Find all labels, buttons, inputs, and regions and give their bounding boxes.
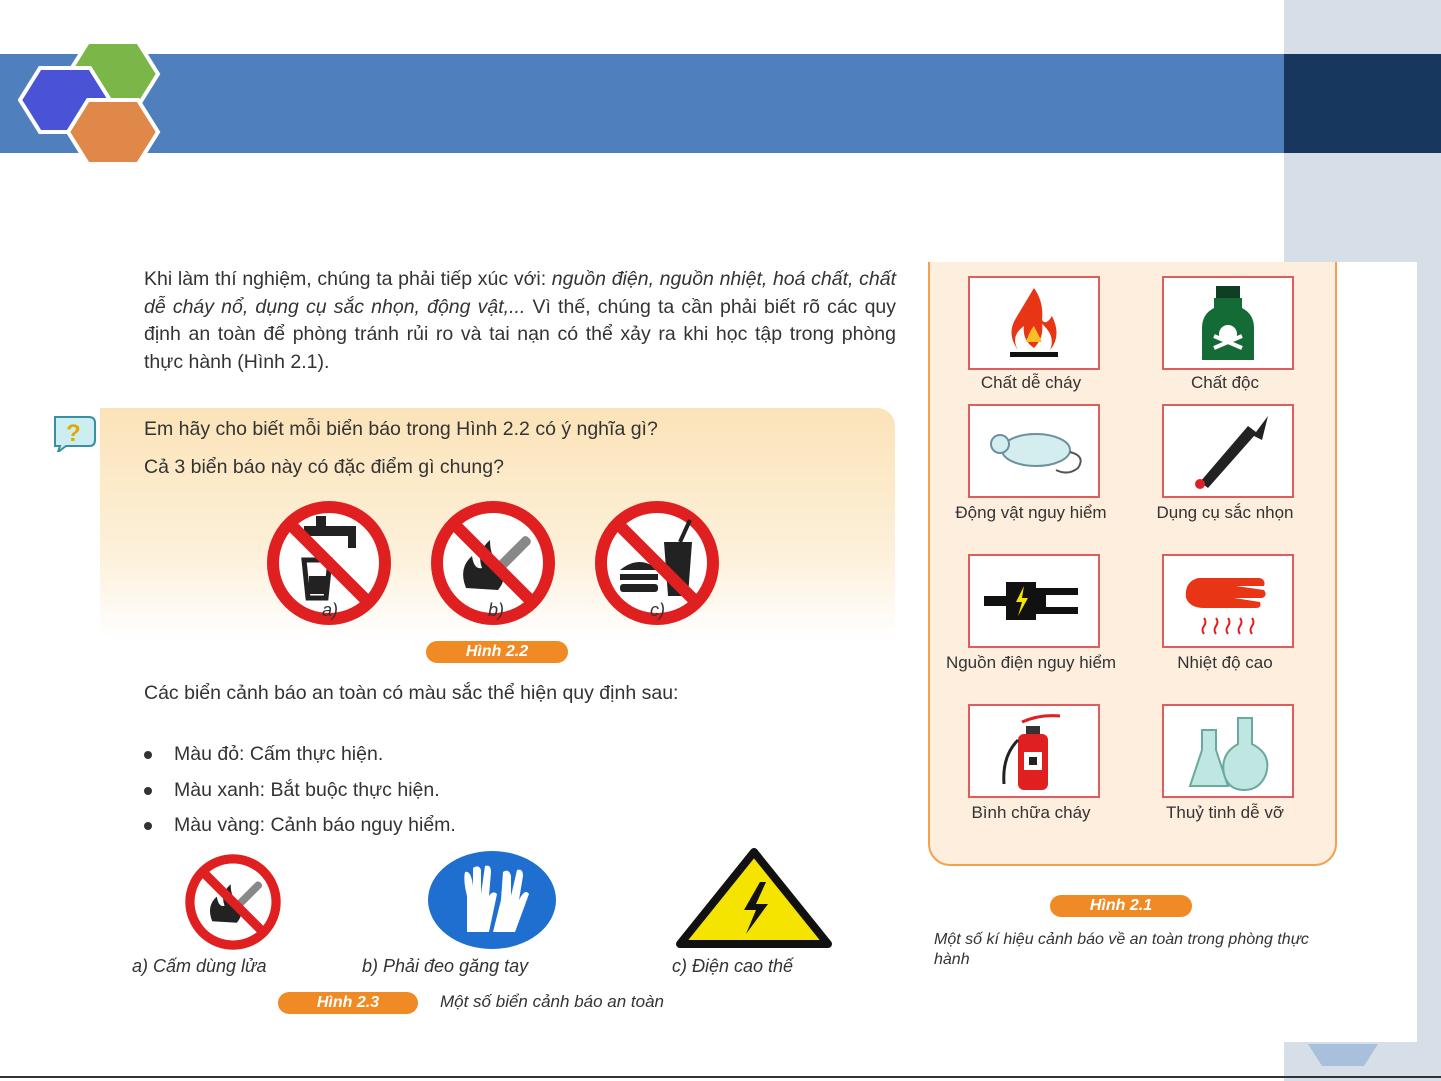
figure23-description: Một số biển cảnh báo an toàn — [440, 992, 664, 1011]
warning-tile-animal — [968, 404, 1100, 498]
warning-tile-label: Dụng cụ sắc nhọn — [1156, 503, 1294, 522]
plug-icon — [970, 556, 1098, 646]
high-voltage-icon — [676, 848, 832, 948]
intro-paragraph: Khi làm thí nghiệm, chúng ta phải tiếp xúc với: nguồn điện, nguồn nhiệt, hoá chất, chất dễ cháy nổ, dụng cụ sắc nhọn, động vật,... Vì thế, chúng ta cần phải biết rõ các quy định an toàn để phòng tránh rủi ro và tai nạn có thể xảy ra khi học tập trong phòng thực hành (Hình 2.1). — [144, 268, 897, 373]
glass-flask-icon — [1164, 706, 1292, 796]
warning-tile-toxic — [1162, 276, 1294, 370]
slide-title-bar — [0, 54, 1284, 153]
warning-tile-label: Động vật nguy hiểm — [955, 503, 1107, 522]
figure21-caption: Hình 2.1 — [1050, 895, 1192, 917]
warning-tile-heat — [1162, 554, 1294, 648]
warning-tile-label: Chất độc — [1190, 373, 1260, 392]
hexagon-logo-icon — [18, 34, 168, 174]
figure22-label-c: c) — [650, 600, 665, 620]
warning-tile-label: Thuỷ tinh dễ vỡ — [1166, 803, 1284, 822]
sharp-tool-icon — [1164, 406, 1292, 496]
question-mark-icon — [52, 414, 98, 452]
warning-tile-electric — [968, 554, 1100, 648]
figure23-label-c: c) Điện cao thế — [672, 956, 794, 976]
figure22-label-b: b) — [488, 600, 505, 620]
slide-title-bar-accent — [1284, 54, 1441, 153]
warning-tile-label: Nhiệt độ cao — [1177, 653, 1273, 672]
rule-item: Màu đỏ: Cấm thực hiện. — [144, 743, 383, 766]
no-fire-icon — [168, 852, 298, 952]
flame-icon — [970, 278, 1098, 368]
rule-item: Màu vàng: Cảnh báo nguy hiểm. — [144, 814, 456, 837]
svg-text:?: ? — [66, 420, 81, 447]
figure23-label-b: b) Phải đeo găng tay — [362, 956, 529, 976]
slide-bottom-line — [0, 1076, 1441, 1078]
figure21-description: Một số kí hiệu cảnh báo về an toàn trong phòng thực hành — [934, 931, 1309, 968]
warning-tile-extinguisher — [968, 704, 1100, 798]
warning-tile-sharp — [1162, 404, 1294, 498]
hot-hand-icon — [1164, 556, 1292, 646]
warning-tile-glass — [1162, 704, 1294, 798]
fire-extinguisher-icon — [970, 706, 1098, 796]
warning-tile-flammable — [968, 276, 1100, 370]
rule-item: Màu xanh: Bắt buộc thực hiện. — [144, 779, 440, 802]
figure22-caption: Hình 2.2 — [426, 641, 568, 663]
figure22-label-a: a) — [322, 600, 339, 620]
warning-tile-label: Chất dễ cháy — [980, 373, 1082, 392]
warning-tile-label: Bình chữa cháy — [971, 803, 1091, 822]
figure21-panel — [928, 262, 1337, 866]
figure23-label-a: a) Cấm dùng lửa — [132, 956, 267, 976]
question-line-2: Cả 3 biển báo này có đặc điểm gì chung? — [144, 456, 504, 478]
textbook-page — [52, 262, 1417, 1042]
rules-intro: Các biển cảnh báo an toàn có màu sắc thể hiện quy định sau: — [144, 682, 679, 704]
figure23-caption: Hình 2.3 — [278, 992, 418, 1014]
question-line-1: Em hãy cho biết mỗi biển báo trong Hình 2.2 có ý nghĩa gì? — [144, 418, 658, 440]
mouse-icon — [970, 406, 1098, 496]
poison-bottle-icon — [1164, 278, 1292, 368]
gloves-icon — [424, 850, 560, 950]
warning-tile-label: Nguồn điện nguy hiểm — [945, 653, 1117, 672]
